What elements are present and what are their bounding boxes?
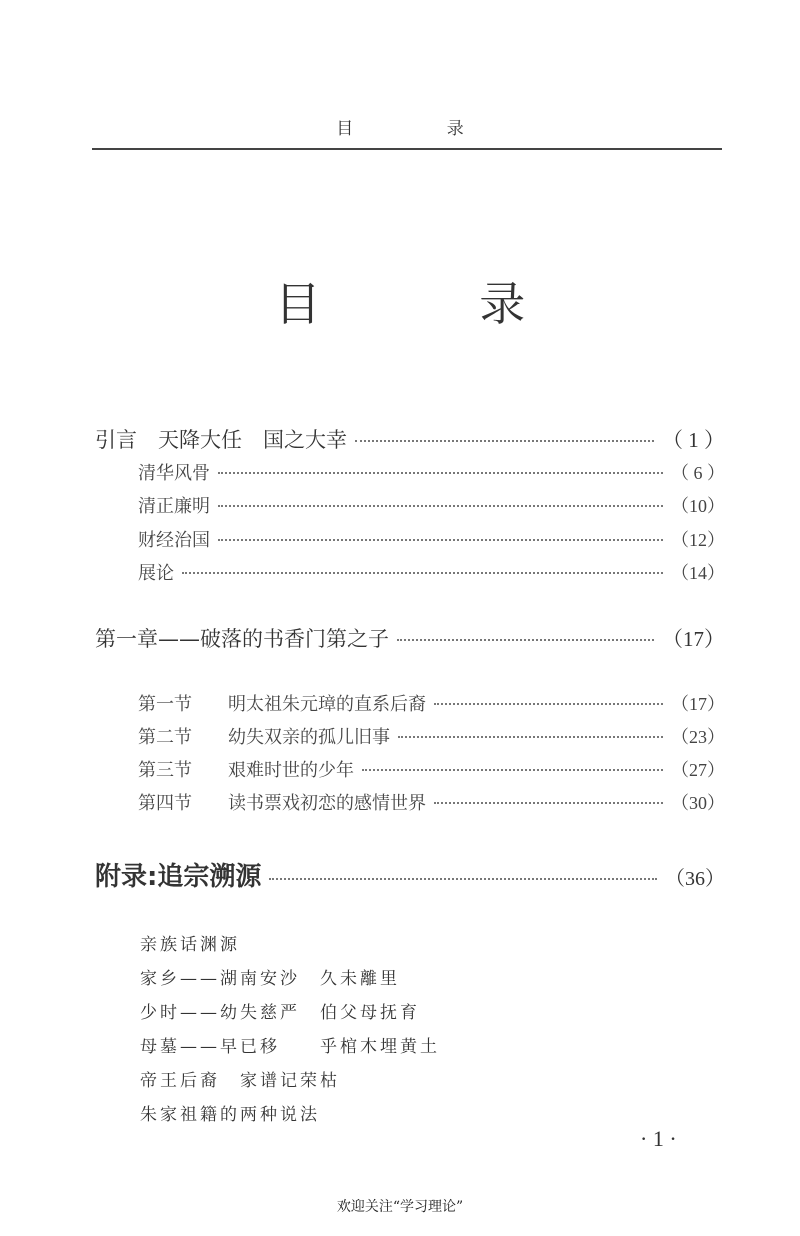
dot-leader [355, 440, 654, 442]
toc-page-number: （36） [665, 868, 725, 890]
toc-page-number: （17） [662, 627, 725, 651]
toc-page-number: （17） [671, 694, 725, 714]
toc-entry-label: 第一章——破落的书香门第之子 [95, 627, 389, 651]
list-item: 少时——幼失慈严 伯父母抚育 [140, 1003, 420, 1023]
list-item: 家乡——湖南安沙 久未離里 [140, 969, 400, 989]
toc-entry-label: 引言 天降大任 国之大幸 [95, 428, 347, 452]
section-number: 第一节 [138, 694, 192, 715]
dot-leader [218, 505, 663, 507]
section-number: 第三节 [138, 760, 192, 781]
list-item: 亲族话渊源 [140, 935, 240, 955]
list-item: 母墓——早已移 乎棺木埋黄土 [140, 1037, 440, 1057]
toc-entry [138, 559, 725, 585]
list-item: 帝王后裔 家谱记荣枯 [140, 1071, 340, 1091]
toc-entry-section [138, 723, 725, 749]
dot-leader [434, 703, 663, 705]
toc-entry-label: 明太祖朱元璋的直系后裔 [228, 694, 426, 715]
toc-entry-section [138, 756, 725, 782]
toc-entry [138, 526, 725, 552]
dot-leader [182, 572, 663, 574]
toc-entry-intro [95, 424, 725, 454]
toc-entry-appendix [95, 856, 725, 893]
toc-entry-section [138, 690, 725, 716]
toc-entry-label: 清华风骨 [138, 463, 210, 484]
toc-entry-section [138, 789, 725, 815]
toc-page-number: （27） [671, 760, 725, 780]
page-title: 目 录 [274, 277, 598, 331]
dot-leader [269, 878, 657, 880]
toc-entry-label: 展论 [138, 563, 174, 584]
toc-page-number: （10） [671, 496, 725, 516]
toc-entry-label: 清正廉明 [138, 496, 210, 517]
dot-leader [218, 539, 663, 541]
toc-page-number: （12） [671, 530, 725, 550]
toc-page-number: （14） [671, 563, 725, 583]
toc-page-number: （ 1 ） [662, 428, 725, 452]
appendix-subtopics [140, 928, 440, 1132]
toc-page-number: （23） [671, 727, 725, 747]
list-item: 朱家祖籍的两种说法 [140, 1105, 320, 1125]
dot-leader [362, 769, 663, 771]
toc-entry-chapter-1 [95, 623, 725, 653]
toc-entry-label: 幼失双亲的孤儿旧事 [228, 727, 390, 748]
dot-leader [397, 639, 654, 641]
toc-entry-label: 艰难时世的少年 [228, 760, 354, 781]
toc-entry-label: 读书票戏初恋的感情世界 [228, 793, 426, 814]
toc-entry-label: 财经治国 [138, 530, 210, 551]
dot-leader [398, 736, 663, 738]
toc-entry [138, 459, 725, 485]
dot-leader [218, 472, 663, 474]
footer-note: 欢迎关注“学习理论” [336, 1199, 464, 1215]
section-number: 第四节 [138, 793, 192, 814]
toc-entry [138, 492, 725, 518]
section-number: 第二节 [138, 727, 192, 748]
running-head: 目 录 [336, 119, 508, 139]
toc-page-number: （ 6 ） [671, 463, 725, 483]
page-number: · 1 · [640, 1126, 677, 1151]
toc-entry-label: 附录:追宗溯源 [95, 862, 262, 892]
dot-leader [434, 802, 663, 804]
toc-page-number: （30） [671, 793, 725, 813]
